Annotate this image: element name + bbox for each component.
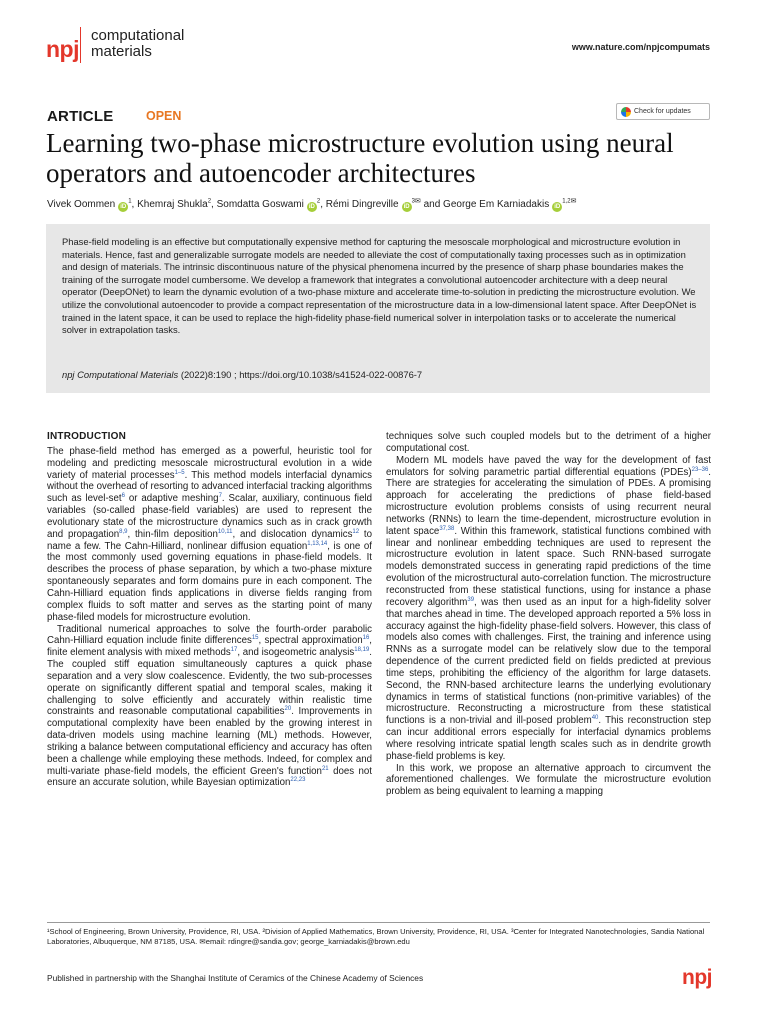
citation-journal: npj Computational Materials bbox=[62, 369, 179, 380]
orcid-icon[interactable]: iD bbox=[554, 204, 561, 210]
body-column-right bbox=[386, 431, 711, 798]
email-icon[interactable]: ✉ bbox=[570, 198, 577, 205]
article-title: Learning two-phase microstructure evolution using neural operators and autoencoder architectures bbox=[46, 128, 674, 188]
orcid-icon[interactable]: iD bbox=[403, 204, 410, 210]
body-column-left bbox=[47, 431, 372, 789]
body-text-right: techniques solve such coupled models but to the detriment of a higher computational cost. Modern ML models have paved the way for the development of fast emulators for solving parametric partial differential equations (PDEs)$^{23-36}$. There are strategies for accelerating the simulation of PDEs. A promising approach for accelerating the predictions of phase field-based microstructure evolution problems consists of using recurrent neural networks (RNNs) to learn the time-dependent, microstructure evolution in latent space$^{37,38}$. Within this framework, statistical functions combined with linear and nonlinear embedding techniques are used to represent the microstructure evolution in latent space. Such RNN-based surrogate models demonstrated success in generating rapid predictions of the time evolution of the microstructural auto-correlation function. The microstructure reconstructed from these statistical functions, using for instance a phase recovery algorithm$^{39}$, was then used as an input for a high-fidelity solver that marches ahead in time. The developed approach reported a 5% loss in accuracy against the high-fidelity phase-field solvers. However, this class of models also comes with challenges. First, the training and inference using RNNs as a surrogate model can be relatively slow due to the temporal dependence of the current predicted field on fields predicted at previous time steps, prohibiting the efficiency of the algorithm for large datasets. Second, the RNN-based architecture learns the underlying evolutionary dynamics in terms of statistical functions (non-primitive variables) of the microstructure. Reconstructing a microstructure from these statistical functions is a non-trivial and ill-posed problem$^{40}$. This reconstruction step can incur additional errors especially for interfacial dynamics problems where resolving intricate spatial length scales such as in dendrite growth phase-field problems is key. In this work, we propose an alternative approach to circumvent the aforementioned challenges. We formulate the microstructure evolution problem as being equivalent to learning a mapping bbox=[386, 431, 711, 798]
author-list: Vivek Oommen $iD^1$, Khemraj Shukla$^2$, Somdatta Goswami $iD^2$, Rémi Dingreville $iD^{3✉}$ and George Em Karniadakis $iD^{1,2✉}$ bbox=[47, 198, 577, 210]
footer-npj-logo[interactable]: npj bbox=[682, 966, 712, 989]
journal-url-link[interactable]: www.nature.com/npjcompumats bbox=[571, 42, 710, 52]
author-affiliation-number: 1,2 bbox=[562, 198, 571, 205]
affiliation-footnotes: ¹School of Engineering, Brown University, Providence, RI, USA. ²Division of Applied Mathematics, Brown University, Providence, RI, USA. ³Center for Integrated Nanotechnologies, Sandia National Laboratories, Albuquerque, NM 87185, USA. ✉email: rdingre@sandia.gov; george_karniadakis@brown.edu bbox=[47, 927, 705, 946]
check-for-updates-button[interactable] bbox=[616, 103, 710, 120]
email-icon[interactable]: ✉ bbox=[414, 198, 421, 205]
orcid-icon[interactable]: iD bbox=[120, 204, 127, 210]
open-access-label: OPEN bbox=[146, 109, 182, 123]
author-affiliation-number: 3 bbox=[411, 198, 415, 205]
abstract-text: Phase-field modeling is an effective but computationally expensive method for capturing the mesoscale morphological and microstructure evolution in materials. Hence, fast and generalizable surrogate models are needed to alleviate the cost of computationally taxing processes such as in optimization and design of materials. The intrinsic discontinuous nature of the physical phenomena incurred by the presence of sharp phase boundaries makes the training of the surrogate model cumbersome. We develop a framework that integrates a convolutional autoencoder architecture with a deep neural operator (DeepONet) to learn the dynamic evolution of a two-phase mixture and accelerate time-to-solution in predicting the microstructure evolution. We utilize the convolutional autoencoder to provide a compact representation of the microstructure data in a low-dimensional latent space. After DeepONet is trained in the latent space, it can be used to replace the high-fidelity phase-field numerical solver in interpolation tasks or to accelerate the numerical solver in extrapolation tasks. bbox=[62, 236, 697, 336]
author-name[interactable]: Vivek Oommen bbox=[47, 199, 116, 210]
footnote-divider bbox=[47, 922, 710, 923]
author-name[interactable]: Khemraj Shukla bbox=[137, 199, 208, 210]
author-affiliation-number: 1 bbox=[128, 198, 132, 205]
logo-divider bbox=[80, 27, 81, 63]
author-affiliation-number: 2 bbox=[207, 198, 212, 205]
abstract-box bbox=[46, 224, 710, 393]
article-type-label: ARTICLE bbox=[47, 108, 114, 125]
citation-line bbox=[62, 369, 422, 380]
citation-doi-link[interactable]: (2022)8:190 ; https://doi.org/10.1038/s41524-022-00876-7 bbox=[178, 369, 423, 380]
footer-partnership-text: Published in partnership with the Shanghai Institute of Ceramics of the Chinese Academy of Sciences bbox=[47, 973, 424, 983]
check-updates-icon bbox=[621, 107, 631, 117]
orcid-icon[interactable]: iD bbox=[308, 204, 315, 210]
author-name[interactable]: Rémi Dingreville bbox=[325, 199, 399, 210]
section-heading-introduction: INTRODUCTION bbox=[47, 431, 127, 442]
journal-name-line1: computational bbox=[91, 27, 185, 44]
author-name[interactable]: Somdatta Goswami bbox=[216, 199, 304, 210]
author-name[interactable]: George Em Karniadakis bbox=[443, 199, 550, 210]
author-affiliation-number: 2 bbox=[316, 198, 321, 205]
journal-name[interactable] bbox=[91, 28, 184, 60]
body-text-left: The phase-field method has emerged as a powerful, heuristic tool for modeling and predicting mesoscale microstructural evolution in a wide variety of material processes$^{1-5}$. This method models interfacial dynamics without the overhead of resorting to advanced interfacial tracking algorithms such as level-set$^6$ or adaptive meshing$^7$. Scalar, auxiliary, continuous field variables (so-called phase-field variables) are used to represent the evolutionary state of the microstructure dynamics such as in crack growth and propagation$^{8,9}$, thin-film deposition$^{10,11}$, and dislocation dynamics$^{12}$ to name a few. The Cahn-Hilliard, nonlinear diffusion equation$^{1,13,14}$, is one of the most commonly used governing equations in phase-field models. It describes the process of phase separation, by which a two-phase mixture spontaneously separates and form domains pure in each component. The Cahn-Hilliard equation finds applications in diverse fields ranging from complex fluids to soft matter and serves as the starting point of many phase-filed models for microstructure evolution. Traditional numerical approaches to solve the fourth-order parabolic Cahn-Hilliard equation include finite differences$^{15}$, spectral approximation$^{16}$, finite element analysis with mixed methods$^{17}$, and isogeometric analysis$^{18,19}$. The coupled stiff equation simultaneously captures a quick phase separation and a very slow coalescence. Evidently, the two sub-processes operate on significantly different spatial and temporal scales, making it challenging to solve efficiently and accurately within realistic time constraints and reasonable computational capabilities$^{20}$. Improvements in computational complexity have been enabled by the growing interest in data-driven models using machine learning (ML) methods. However, striking a balance between computational efficiency and accuracy has often been a challenge while employing these methods. Indeed, for complex and multi-variate phase-field models, the efficient Green's function$^{21}$ does not ensure an accurate solution, while Bayesian optimization$^{22,23}$ bbox=[47, 445, 373, 789]
npj-logo[interactable]: npj bbox=[46, 36, 79, 62]
journal-name-line2: materials bbox=[91, 43, 152, 60]
check-updates-label: Check for updates bbox=[634, 108, 691, 115]
